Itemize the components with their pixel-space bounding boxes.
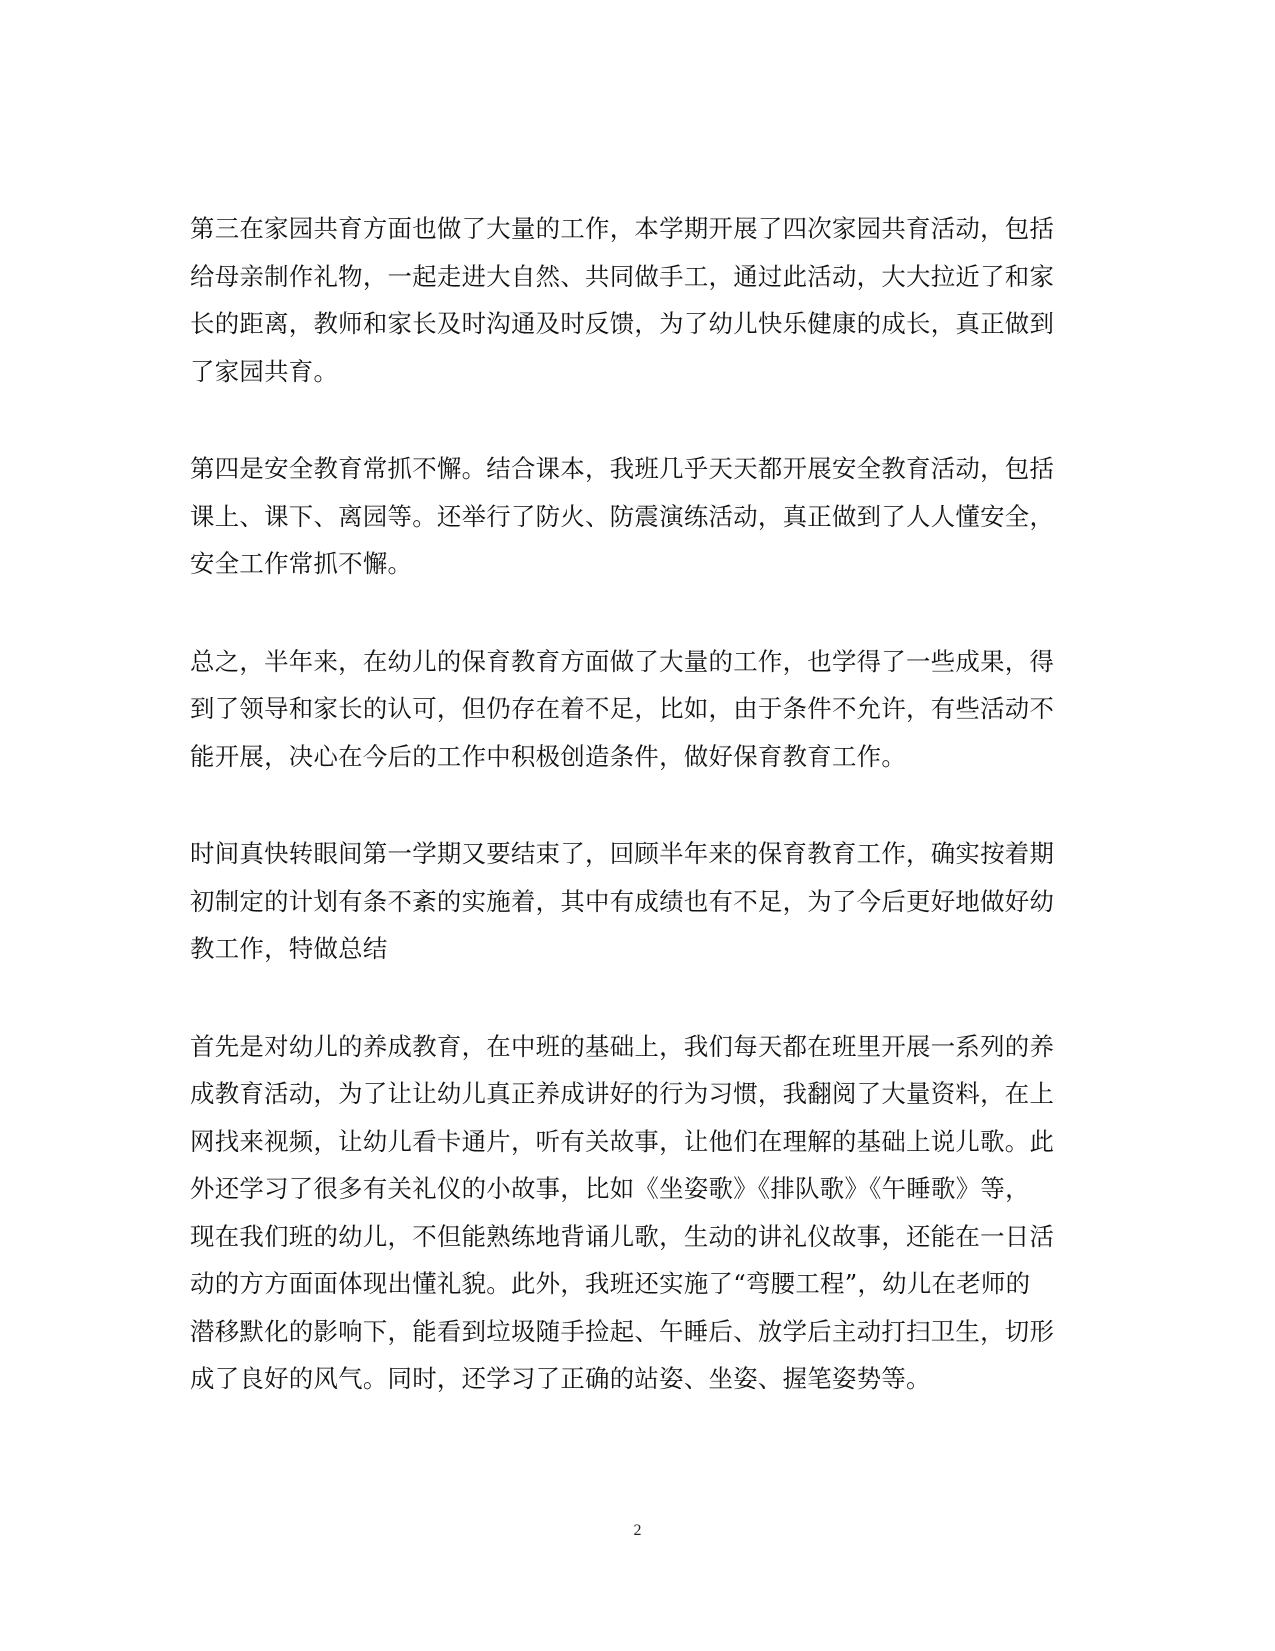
text-line: 潜移默化的影响下，能看到垃圾随手捡起、午睡后、放学后主动打扫卫生，切形 xyxy=(190,1316,1055,1346)
text-line: 动的方方面面体现出懂礼貌。此外，我班还实施了“弯腰工程”，幼儿在老师的 xyxy=(190,1269,1031,1298)
text-line: 安全工作常抓不懈。 xyxy=(190,549,413,578)
text-line: 首先是对幼儿的养成教育，在中班的基础上，我们每天都在班里开展一系列的养 xyxy=(190,1031,1055,1061)
paragraph-safety-education xyxy=(190,445,1070,588)
text-line: 成教育活动，为了让让幼儿真正养成讲好的行为习惯，我翻阅了大量资料，在上 xyxy=(190,1079,1055,1108)
paragraph-family-coeducation xyxy=(190,205,1070,395)
text-line: 时间真快转眼间第一学期又要结束了，回顾半年来的保育教育工作，确实按着期 xyxy=(190,839,1055,868)
text-line: 课上、课下、离园等。还举行了防火、防震演练活动，真正做到了人人懂安全， xyxy=(190,501,1055,531)
text-line: 能开展，决心在今后的工作中积极创造条件，做好保育教育工作。 xyxy=(190,741,907,771)
text-line: 网找来视频，让幼儿看卡通片，听有关故事，让他们在理解的基础上说儿歌。此 xyxy=(190,1126,1055,1156)
paragraph-spacer xyxy=(190,973,1070,1023)
text-line: 外还学习了很多有关礼仪的小故事，比如《坐姿歌》《排队歌》《午睡歌》等， xyxy=(190,1174,1030,1203)
page-number: 2 xyxy=(633,1522,642,1539)
paragraph-spacer xyxy=(190,588,1070,638)
paragraph-spacer xyxy=(190,780,1070,830)
text-line: 给母亲制作礼物，一起走进大自然、共同做手工，通过此活动，大大拉近了和家 xyxy=(190,261,1055,291)
text-line: 成了良好的风气。同时，还学习了正确的站姿、坐姿、握笔姿势等。 xyxy=(190,1364,931,1393)
document-body xyxy=(190,205,1070,1403)
paragraph-summary xyxy=(190,638,1070,781)
text-line: 到了领导和家长的认可，但仍存在着不足，比如，由于条件不允许，有些活动不 xyxy=(190,694,1055,723)
text-line: 第三在家园共育方面也做了大量的工作，本学期开展了四次家园共育活动，包括 xyxy=(190,214,1055,243)
text-line: 初制定的计划有条不紊的实施着，其中有成绩也有不足，为了今后更好地做好幼 xyxy=(190,886,1055,916)
paragraph-semester-review xyxy=(190,830,1070,973)
text-line: 现在我们班的幼儿，不但能熟练地背诵儿歌，生动的讲礼仪故事，还能在一日活 xyxy=(190,1221,1055,1251)
text-line: 长的距离，教师和家长及时沟通及时反馈，为了幼儿快乐健康的成长，真正做到 xyxy=(190,309,1055,338)
text-line: 教工作，特做总结 xyxy=(190,934,388,963)
paragraph-spacer xyxy=(190,395,1070,445)
text-line: 第四是安全教育常抓不懈。结合课本，我班几乎天天都开展安全教育活动，包括 xyxy=(190,454,1055,483)
text-line: 了家园共育。 xyxy=(190,356,339,386)
text-line: 总之，半年来，在幼儿的保育教育方面做了大量的工作，也学得了一些成果，得 xyxy=(190,646,1055,676)
paragraph-habit-education xyxy=(190,1023,1070,1403)
